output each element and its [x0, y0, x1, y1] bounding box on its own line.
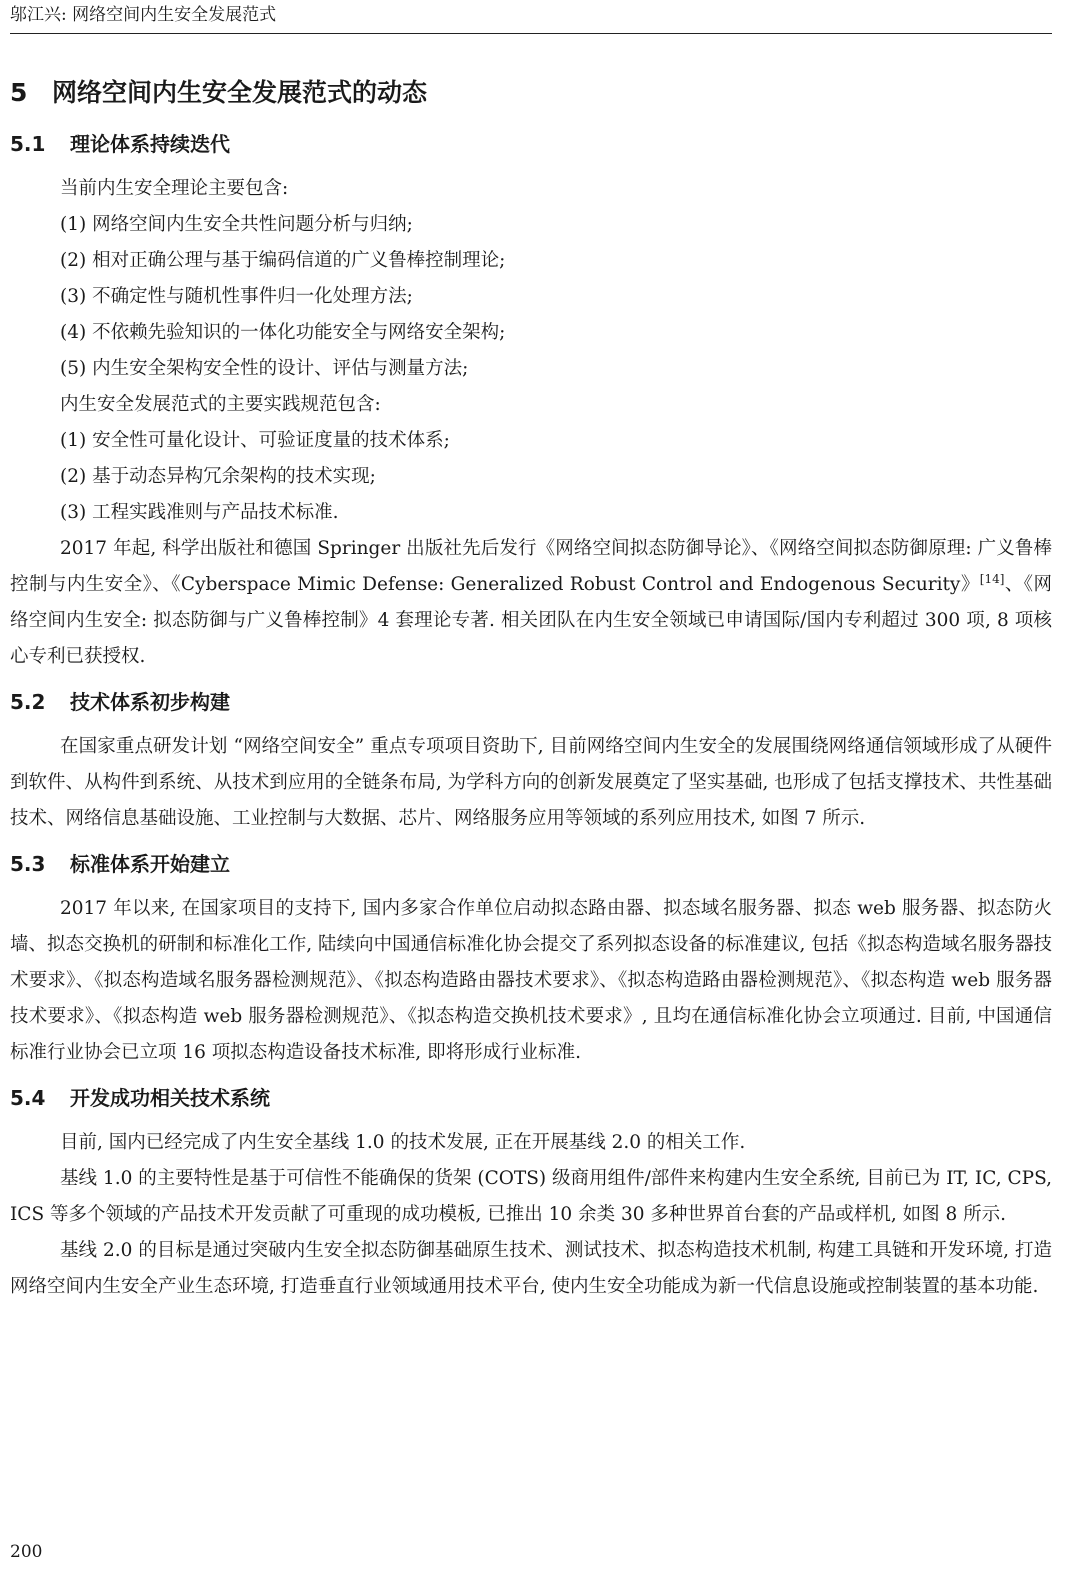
theory-item: (3) 不确定性与随机性事件归一化处理方法;	[60, 286, 413, 307]
section-title	[10, 72, 1052, 114]
theory-item: (5) 内生安全架构安全性的设计、评估与测量方法;	[60, 358, 469, 379]
baseline-status-paragraph: 目前, 国内已经完成了内生安全基线 1.0 的技术发展, 正在开展基线 2.0 的相关工作.	[60, 1132, 746, 1153]
subsection-number: 5.2	[10, 690, 46, 714]
subsection-title-text: 技术体系初步构建	[70, 690, 230, 714]
section-number: 5	[10, 78, 28, 107]
section-title-text: 网络空间内生安全发展范式的动态	[52, 78, 428, 107]
subsection-title-text: 标准体系开始建立	[70, 852, 230, 876]
subsection-title-text: 理论体系持续迭代	[70, 132, 230, 156]
running-header	[10, 0, 1052, 34]
practice-item: (2) 基于动态异构冗余架构的技术实现;	[60, 466, 376, 487]
running-title: 邬江兴: 网络空间内生安全发展范式	[10, 5, 277, 25]
technology-paragraph: 在国家重点研发计划 “网络空间安全” 重点专项项目资助下, 目前网络空间内生安全的发展围绕网络通信领域形成了从硬件到软件、从构件到系统、从技术到应用的全链条布局, 为学科方向的创新发展奠定了坚实基础, 也形成了包括支撑技术、共性基础技术、网络信息基础设施、工业控制与大数据、芯片、网络服务应用等领域的系列应用技术, 如图 7 所示.	[10, 736, 1052, 829]
page-body	[10, 72, 1052, 1305]
theory-item: (4) 不依赖先验知识的一体化功能安全与网络安全架构;	[60, 322, 506, 343]
subsection-number: 5.3	[10, 852, 46, 876]
subsection-5-2-title	[10, 684, 1052, 720]
monographs-text: 2017 年起, 科学出版社和德国 Springer 出版社先后发行《网络空间拟态防御导论》、《网络空间拟态防御原理: 广义鲁棒控制与内生安全》、《Cyberspace Mimic Defense: Generalized Robust Control and Endogenous Security》	[10, 538, 1052, 595]
practice-item: (1) 安全性可量化设计、可验证度量的技术体系;	[60, 430, 450, 451]
page-number: 200	[10, 1542, 43, 1562]
subsection-5-4-title	[10, 1080, 1052, 1116]
theory-item: (2) 相对正确公理与基于编码信道的广义鲁棒控制理论;	[60, 250, 506, 271]
monographs-text-cont: 、《网络空间内生安全: 拟态防御与广义鲁棒控制》4 套理论专著. 相关团队在内生安全领域已申请国际/国内专利超过 300 项, 8 项核心专利已获授权.	[10, 574, 1052, 667]
standards-paragraph: 2017 年以来, 在国家项目的支持下, 国内多家合作单位启动拟态路由器、拟态域名服务器、拟态 web 服务器、拟态防火墙、拟态交换机的研制和标准化工作, 陆续向中国通信标准化协会提交了系列拟态设备的标准建议, 包括《拟态构造域名服务器技术要求》、《拟态构造域名服务器检测规范》、《拟态构造路由器技术要求》、《拟态构造路由器检测规范》、《拟态构造 web 服务器技术要求》、《拟态构造 web 服务器检测规范》、《拟态构造交换机技术要求》, 且均在通信标准化协会立项通过. 目前, 中国通信标准行业协会已立项 16 项拟态构造设备技术标准, 即将形成行业标准.	[10, 898, 1052, 1063]
subsection-5-3-title	[10, 846, 1052, 882]
subsection-number: 5.1	[10, 132, 46, 156]
monographs-paragraph	[10, 531, 1052, 675]
theory-item: (1) 网络空间内生安全共性问题分析与归纳;	[60, 214, 413, 235]
subsection-number: 5.4	[10, 1086, 46, 1110]
baseline-1-paragraph: 基线 1.0 的主要特性是基于可信性不能确保的货架 (COTS) 级商用组件/部件来构建内生安全系统, 目前已为 IT, IC, CPS, ICS 等多个领域的产品技术开发贡献了可重现的成功模板, 已推出 10 余类 30 多种世界首台套的产品或样机, 如图 8 所示.	[10, 1168, 1052, 1225]
practice-intro: 内生安全发展范式的主要实践规范包含:	[60, 394, 381, 415]
theory-intro: 当前内生安全理论主要包含:	[60, 178, 289, 199]
baseline-2-paragraph: 基线 2.0 的目标是通过突破内生安全拟态防御基础原生技术、测试技术、拟态构造技术机制, 构建工具链和开发环境, 打造网络空间内生安全产业生态环境, 打造垂直行业领域通用技术平台, 使内生安全功能成为新一代信息设施或控制装置的基本功能.	[10, 1240, 1052, 1297]
subsection-title-text: 开发成功相关技术系统	[70, 1086, 270, 1110]
practice-item: (3) 工程实践准则与产品技术标准.	[60, 502, 339, 523]
subsection-5-1-title	[10, 126, 1052, 162]
citation-marker: [14]	[979, 571, 1005, 586]
